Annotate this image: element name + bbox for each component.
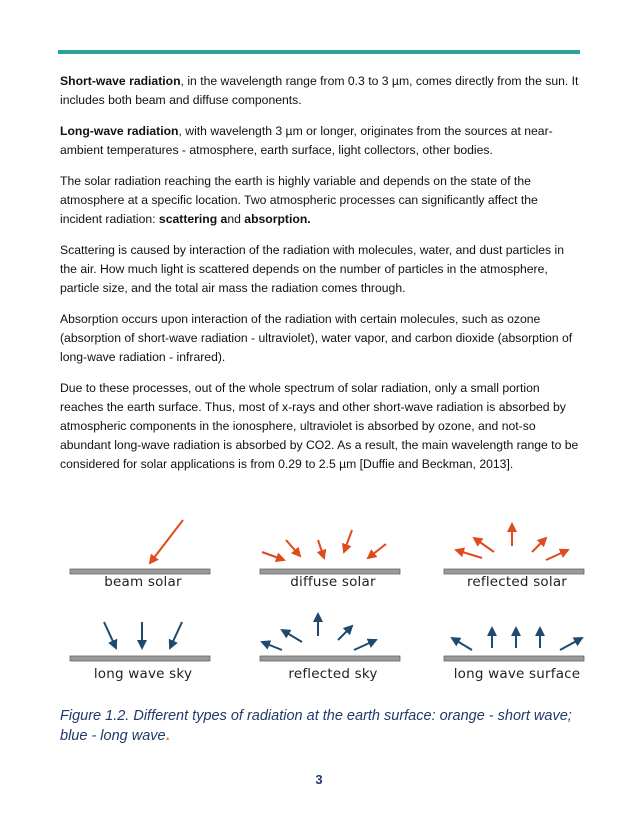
panel-long-wave-surface (442, 610, 592, 690)
paragraph-spectrum: Due to these processes, out of the whole spectrum of solar radiation, only a small portion reaches the earth surface. Thus, most of x-rays and other short-wave radiation is absorbed by atmospheric components in the ionosphere, ultraviolet is absorbed by ozone, and not-so abundant long-wave radiation is absorbed by CO2. As a result, the main wavelength range to be considered for solar applications is from 0.29 to 2.5 µm [Duffie and Beckman, 2013]. (60, 381, 579, 471)
paragraph-text: , with wavelength 3 µm or longer, originates from the sources at near-ambient temperatures - atmosphere, earth surface, light collectors, other bodies. (60, 124, 553, 157)
panel-diffuse-solar (258, 518, 408, 598)
header-rule (58, 50, 580, 54)
term-long-wave: Long-wave radiation (60, 124, 179, 138)
caption-end: . (165, 728, 170, 744)
paragraph-atmosphere (60, 172, 580, 229)
diffuse-solar-diagram (258, 518, 408, 578)
paragraph-text: nd (227, 212, 245, 226)
paragraph-long-wave (60, 122, 580, 160)
label-reflected-solar: reflected solar (466, 574, 568, 590)
term-scattering: scattering a (158, 212, 228, 226)
panel-reflected-solar (442, 518, 592, 598)
reflected-sky-diagram (258, 610, 408, 670)
paragraph-absorption: Absorption occurs upon interaction of the radiation with certain molecules, such as ozone (absorption of short-wave radiation - ultraviolet), water vapor, and carbon dioxide (absorption of long-wave radiation - infrared). (60, 312, 573, 364)
panel-reflected-sky (258, 610, 408, 690)
paragraph-text: , in the wavelength range from 0.3 to 3 µm, comes directly from the sun. It includes both beam and diffuse components. (60, 74, 579, 107)
term-absorption: absorption. (244, 212, 311, 226)
beam-arrow (150, 520, 183, 563)
term-short-wave: Short-wave radiation (60, 74, 181, 88)
panel-long-wave-sky (68, 610, 218, 690)
paragraph-scattering: Scattering is caused by interaction of the radiation with molecules, water, and dust particles in the air. How much light is scattered depends on the number of particles in the atmosphere, particle size, and the total air mass the radiation comes through. (60, 243, 565, 295)
beam-solar-diagram (68, 518, 218, 578)
paragraph-text: The solar radiation reaching the earth is highly variable and depends on the state of the atmosphere at a specific location. Two atmospheric processes can significantly affect the incident radiation: (60, 174, 538, 226)
label-beam-solar: beam solar (104, 574, 182, 590)
long-wave-surface-diagram (442, 610, 592, 670)
radiation-figure (60, 518, 600, 698)
paragraph-short-wave (60, 72, 580, 110)
label-reflected-sky: reflected sky (288, 666, 378, 682)
label-diffuse-solar: diffuse solar (290, 574, 376, 590)
body-text (60, 72, 580, 486)
long-wave-sky-diagram (68, 610, 218, 670)
label-long-wave-surface: long wave surface (453, 666, 581, 682)
reflected-solar-diagram (442, 518, 592, 578)
caption-text: Figure 1.2. Different types of radiation at the earth surface: orange - short wave; blue - long wave (60, 708, 572, 744)
figure-caption (60, 706, 580, 746)
label-long-wave-sky: long wave sky (93, 666, 193, 682)
page-number: 3 (315, 772, 323, 787)
panel-beam-solar (68, 518, 218, 598)
